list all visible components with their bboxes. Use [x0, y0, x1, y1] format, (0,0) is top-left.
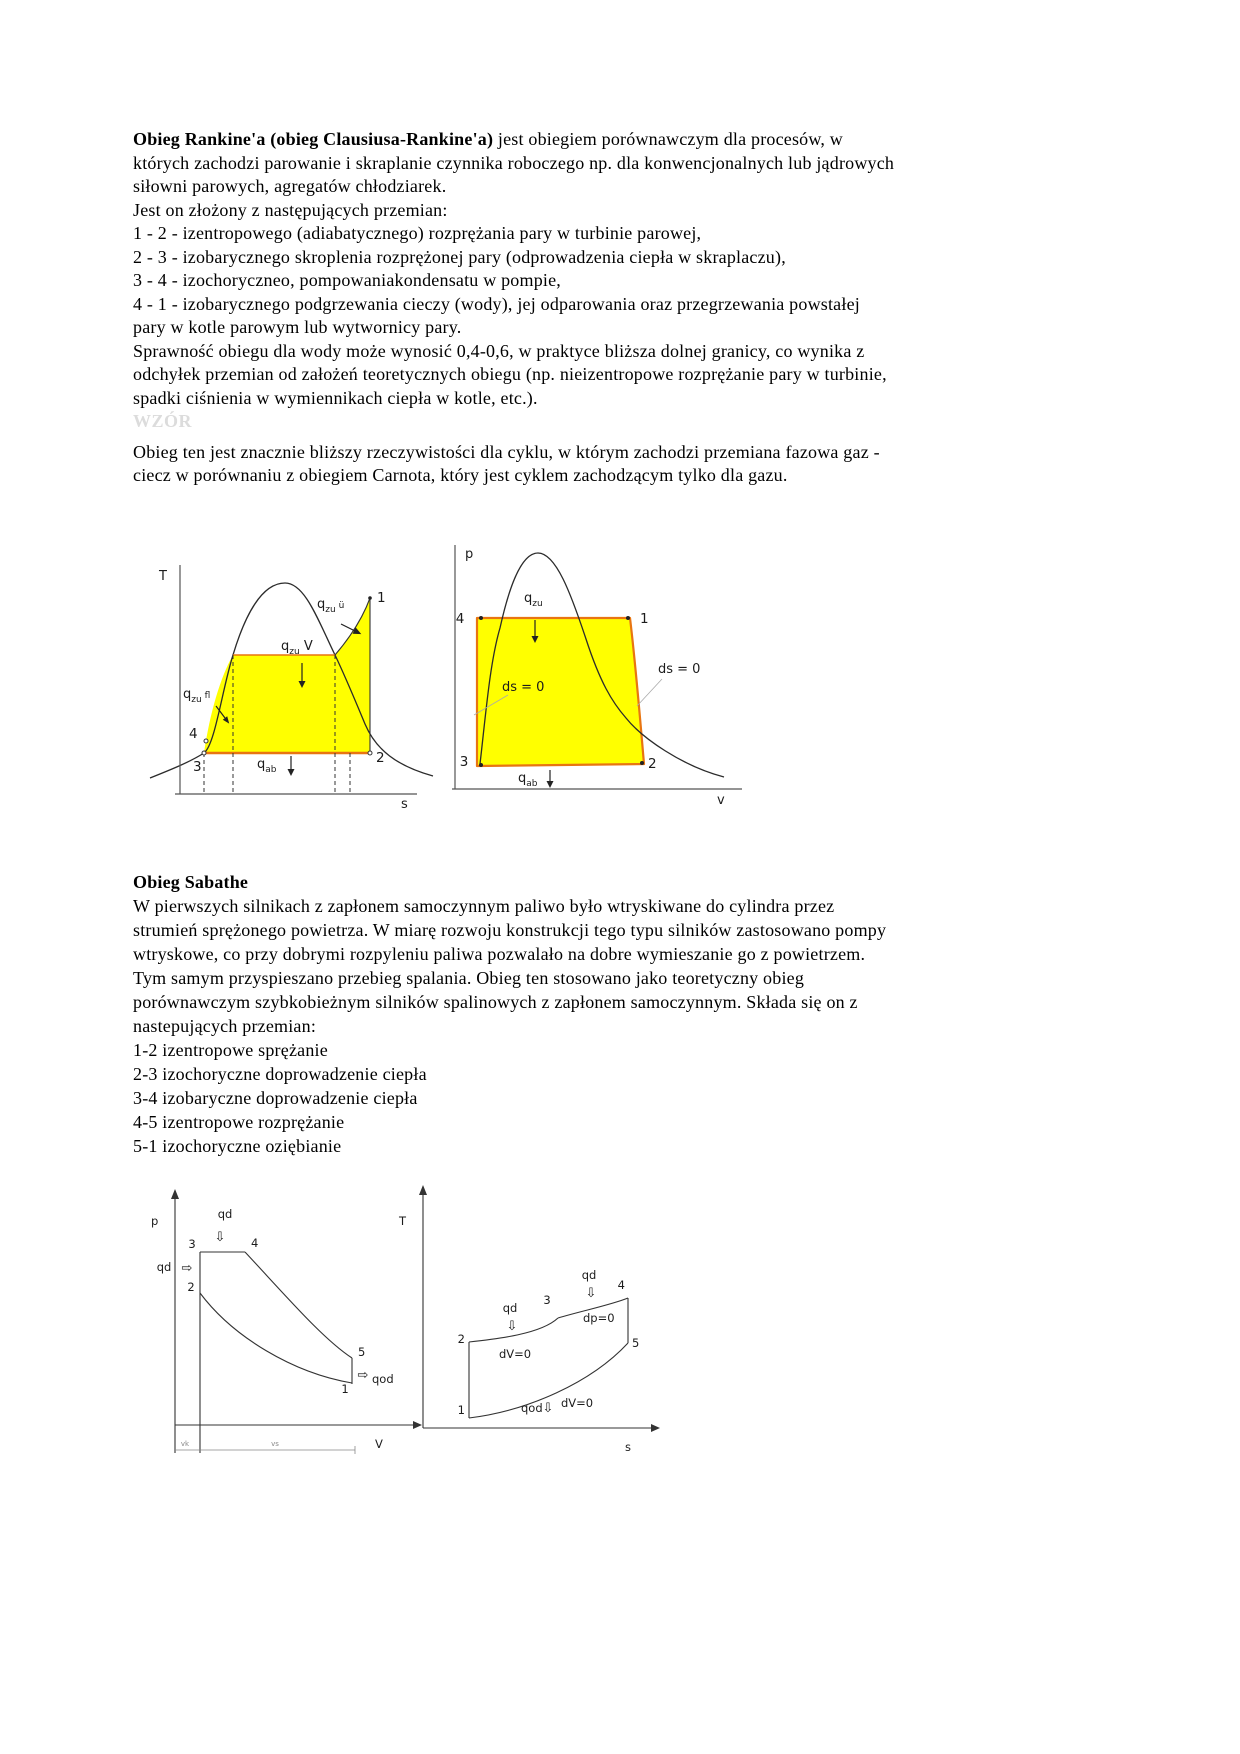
rankine-transformation-3: 3 - 4 - izochoryczneo, pompowaniakondensatu w pompie,: [133, 270, 561, 290]
rankine-efficiency-line: odchyłek przemian od założeń teoretycznych obiegu (np. nieizentropowe rozprężanie pary w turbinie,: [133, 364, 887, 384]
rankine-ts-diagram: [145, 498, 445, 818]
point-label-3: 3: [188, 1237, 196, 1251]
sabathe-line: porównawczym szybkobieżnym silników spalinowych z zapłonem samoczynnym. Składa się on z: [133, 992, 858, 1012]
t-axis-arrowhead: [419, 1185, 427, 1195]
spacer: [133, 434, 1118, 441]
state-point-4: [204, 739, 208, 743]
dv0-23-label: dV=0: [499, 1347, 532, 1361]
point-label-5: 5: [632, 1336, 640, 1350]
sabathe-transformation-4: 4-5 izentropowe rozprężanie: [133, 1112, 345, 1132]
p-axis-label: p: [465, 547, 474, 562]
rankine-carnot-line: ciecz w porównaniu z obiegiem Carnota, który jest cyklem zachodzącym tylko dla gazu.: [133, 465, 788, 485]
point-label-4: 4: [251, 1236, 259, 1250]
qod-label: qod: [372, 1372, 394, 1386]
qzu-u-arrow: [341, 624, 355, 631]
state-point-3: [202, 751, 206, 755]
vs-dimension-label: vs: [271, 1440, 279, 1448]
rankine-pv-diagram: [440, 498, 750, 818]
qab-arrowhead: [288, 769, 295, 776]
sabathe-transformation-3: 3-4 izobaryczne doprowadzenie ciepła: [133, 1088, 418, 1108]
rankine-efficiency-line: spadki ciśnienia w wymiennikach ciepła w kotle, etc.).: [133, 387, 538, 408]
qzu-label: $q_{zu}$: [524, 591, 543, 609]
sabathe-heading: Obieg Sabathe: [133, 872, 249, 892]
vk-dimension-label: vk: [180, 1440, 190, 1448]
sabathe-line: nastepujących przemian:: [133, 1016, 317, 1036]
sabathe-transformation-5: 5-1 izochoryczne oziębianie: [133, 1136, 342, 1156]
sabathe-line: Tym samym przyspieszano przebieg spalania. Obieg ten stosowano jako teoretyczny obieg: [133, 968, 805, 988]
sabathe-pv-diagram: [125, 1185, 425, 1485]
sabathe-text-block: [133, 870, 1118, 1158]
rankine-lead-line: [133, 128, 1118, 152]
rankine-line: Jest on złożony z następujących przemian:: [133, 199, 448, 220]
rankine-line: siłowni parowych, agregatów chłodziarek.: [133, 176, 447, 196]
state-point-2: [368, 751, 372, 755]
rankine-lead-rest: jest obiegiem porównawczym dla procesów, w: [493, 129, 844, 149]
qzu-u-label: $q_{zu}$ $^ü$: [317, 597, 345, 615]
point-label-2: 2: [376, 750, 385, 766]
state-point-3: [479, 763, 483, 767]
sabathe-line: strumień sprężonego powietrza. W miarę rozwoju konstrukcji tego typu silników zastosowano pompy: [133, 920, 887, 940]
qd-top-label: qd: [217, 1207, 233, 1221]
s-axis-arrowhead: [651, 1424, 660, 1432]
ds-right-leader: [637, 679, 662, 706]
point-label-3: 3: [459, 754, 469, 770]
qab-label: $q_{ab}$: [257, 757, 277, 775]
qd-23-label: qd: [502, 1301, 518, 1315]
state-point-1: [368, 596, 372, 600]
rankine-transformation-4: 4 - 1 - izobarycznego podgrzewania cieczy (wody), jej odparowania oraz przegrzewania powstałej: [133, 293, 860, 314]
sabathe-ts-diagram: [395, 1185, 705, 1485]
s-axis-label: s: [625, 1440, 631, 1454]
qd-34-label: qd: [581, 1268, 597, 1282]
qod-label: qod: [521, 1401, 543, 1415]
s-axis-label: s: [401, 797, 408, 812]
rankine-transformation-1: 1 - 2 - izentropowego (adiabatycznego) rozprężania pary w turbinie parowej,: [133, 223, 702, 243]
point-label-4: 4: [455, 611, 465, 627]
qd-left-label: qd: [156, 1260, 172, 1274]
arrow-right-icon: ⇨: [181, 1261, 193, 1276]
state-point-1: [626, 616, 630, 620]
point-label-4: 4: [189, 726, 198, 742]
point-label-1: 1: [377, 590, 386, 606]
qab-arrowhead: [547, 781, 554, 788]
rankine-efficiency-line: Sprawność obiegu dla wody może wynosić 0,4-0,6, w praktyce bliższa dolnej granicy, co wynika z: [133, 340, 865, 361]
rankine-heading: Obieg Rankine'a (obieg Clausiusa-Rankine'a): [133, 129, 494, 149]
arrow-down-icon: ⇩: [542, 1401, 554, 1416]
state-point-4: [479, 616, 483, 620]
point-label-2: 2: [187, 1280, 195, 1294]
point-label-3: 3: [543, 1293, 551, 1307]
v-axis-label: V: [375, 1437, 383, 1451]
point-label-2: 2: [457, 1332, 465, 1346]
t-axis-label: T: [399, 1214, 407, 1228]
expansion-curve-2-1: [200, 1293, 352, 1383]
point-label-1: 1: [457, 1403, 465, 1417]
t-axis-label: T: [159, 569, 167, 584]
point-label-2: 2: [648, 756, 657, 772]
point-label-4: 4: [617, 1278, 625, 1292]
qzu-fl-label: $q_{zu}$ $^{fl}$: [183, 687, 211, 705]
dv0-51-label: dV=0: [561, 1396, 594, 1410]
rankine-carnot-line: Obieg ten jest znacznie bliższy rzeczywistości dla cyklu, w którym zachodzi przemiana fazowa gaz -: [133, 441, 880, 462]
point-label-1: 1: [640, 611, 649, 627]
rankine-line: których zachodzi parowanie i skraplanie czynnika roboczego np. dla konwencjonalnych lub jądrowych: [133, 152, 895, 173]
ds-left-label: ds = 0: [502, 680, 545, 695]
point-label-3: 3: [193, 759, 202, 775]
point-label-5: 5: [358, 1345, 366, 1359]
qab-label: $q_{ab}$: [518, 771, 538, 789]
rankine-transformation-4-cont: pary w kotle parowym lub wytwornicy pary.: [133, 317, 462, 337]
p-axis-label: p: [151, 1214, 159, 1228]
sabathe-transformation-1: 1-2 izentropowe sprężanie: [133, 1040, 328, 1060]
arrow-down-icon: ⇩: [214, 1230, 226, 1245]
point-label-1: 1: [341, 1382, 349, 1396]
sabathe-line: wtryskowe, co przy dobrymi rozpyleniu paliwa pozwalało na dobre wymieszanie go z powietrzem.: [133, 944, 866, 964]
arrow-down-icon: ⇩: [585, 1286, 597, 1301]
state-point-2: [640, 761, 644, 765]
dp0-label: dp=0: [583, 1311, 615, 1325]
wzor-watermark: WZÓR: [133, 411, 193, 431]
rankine-text-block: [133, 128, 1118, 488]
rankine-transformation-2: 2 - 3 - izobarycznego skroplenia rozprężonej pary (odprowadzenia ciepła w skraplaczu),: [133, 246, 786, 267]
p-axis-arrowhead: [171, 1189, 179, 1199]
expansion-curve-4-5: [245, 1252, 352, 1358]
qzu-v-label: $q_{zu}$ V: [281, 639, 313, 657]
cycle-area: [204, 598, 370, 753]
ds-right-label: ds = 0: [658, 662, 701, 677]
arrow-down-icon: ⇩: [506, 1319, 518, 1334]
sabathe-transformation-2: 2-3 izochoryczne doprowadzenie ciepła: [133, 1064, 427, 1084]
v-axis-label: v: [717, 793, 725, 808]
arrow-right-icon: ⇨: [357, 1368, 369, 1383]
sabathe-line: W pierwszych silnikach z zapłonem samoczynnym paliwo było wtryskiwane do cylindra przez: [133, 896, 835, 916]
